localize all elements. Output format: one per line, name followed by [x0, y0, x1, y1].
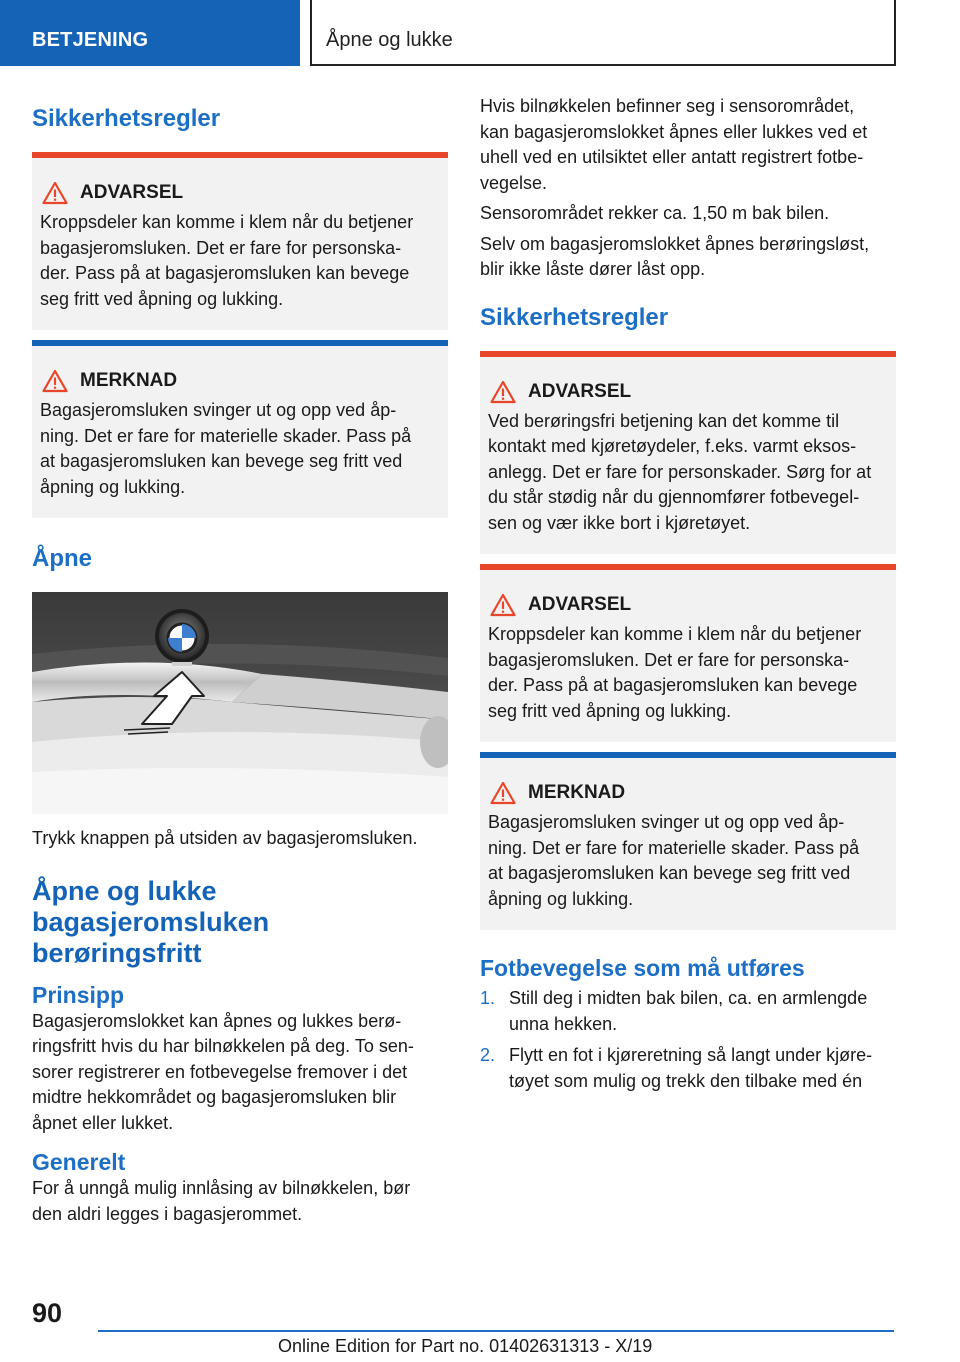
- principle-text: [32, 1009, 448, 1137]
- left-column: [32, 94, 448, 1227]
- warning-triangle-icon: [42, 369, 68, 393]
- text-line: Bagasjeromsluken svinger ut og opp ved åp-: [40, 400, 397, 420]
- text-line: tøyet som mulig og trekk den tilbake med én: [509, 1070, 863, 1091]
- right-notice-box: [480, 752, 896, 930]
- text-line: åpning og lukking.: [40, 476, 186, 497]
- text-line: Kroppsdeler kan komme i klem når du betjener: [488, 624, 862, 644]
- text-line: seg fritt ved åpning og lukking.: [40, 288, 284, 309]
- text-line: åpnet eller lukket.: [32, 1112, 174, 1133]
- intro-text: [480, 94, 896, 196]
- text-line: kan bagasjeromslokket åpnes eller lukkes ved et: [480, 121, 868, 142]
- right-warning-box-2: [480, 564, 896, 742]
- text-line: blir ikke låste dører låst opp.: [480, 259, 706, 279]
- text-line: unna hekken.: [509, 1013, 618, 1034]
- text-line: ning. Det er fare for materielle skader. Pass på: [40, 425, 412, 446]
- warning-title: ADVARSEL: [80, 182, 184, 203]
- page-header: [0, 0, 960, 66]
- notice-text: [40, 398, 438, 500]
- text-line: anlegg. Det er fare for personskader. Sørg for at: [488, 461, 872, 482]
- warning-text: [488, 409, 886, 537]
- range-text: Sensorområdet rekker ca. 1,50 m bak bilen.: [480, 203, 830, 223]
- left-warning-box: [32, 152, 448, 330]
- text-line: sorer registrerer en fotbevegelse fremover i det: [32, 1061, 408, 1082]
- text-line: Bagasjeromsluken svinger ut og opp ved åp-: [488, 812, 845, 832]
- step-number: 2.: [480, 1045, 496, 1065]
- left-safety-heading: Sikkerhetsregler: [32, 105, 221, 132]
- foot-movement-heading: Fotbevegelse som må utføres: [480, 955, 805, 981]
- warning-title: ADVARSEL: [528, 380, 632, 402]
- text-line: Flytt en fot i kjøreretning så langt under kjøre-: [509, 1045, 873, 1065]
- text-line: der. Pass på at bagasjeromsluken kan bevege: [40, 263, 410, 283]
- warning-text: [40, 210, 438, 312]
- text-line: vegelse.: [480, 172, 548, 193]
- text-line: der. Pass på at bagasjeromsluken kan bevege: [488, 675, 858, 695]
- warning-title: ADVARSEL: [528, 594, 632, 615]
- text-line: bagasjeromsluken. Det er fare for personska-: [40, 237, 402, 258]
- text-line: ringsfritt hvis du har bilnøkkelen på deg. To sen-: [32, 1036, 414, 1056]
- text-line: Bagasjeromslokket kan åpnes og lukkes berø-: [32, 1010, 402, 1031]
- text-line: ning. Det er fare for materielle skader. Pass på: [488, 837, 860, 858]
- text-line: seg fritt ved åpning og lukking.: [488, 700, 732, 721]
- step-text: [509, 986, 867, 1037]
- text-line: sen og vær ikke bort i kjøretøyet.: [488, 512, 751, 533]
- footer-divider: [98, 1330, 894, 1332]
- general-heading: Generelt: [32, 1149, 126, 1175]
- text-line: Kroppsdeler kan komme i klem når du betjener: [40, 212, 414, 232]
- warning-triangle-icon: [42, 181, 68, 205]
- chapter-title: Åpne og lukke: [326, 29, 453, 51]
- general-text: [32, 1176, 448, 1227]
- text-line: at bagasjeromsluken kan bevege seg fritt ved: [40, 451, 403, 471]
- text-line: Ved berøringsfri betjening kan det komme til: [488, 410, 840, 431]
- text-line: Selv om bagasjeromslokket åpnes berøringsløst,: [480, 233, 870, 254]
- header-title-box: [310, 0, 896, 66]
- step-text: [509, 1043, 872, 1094]
- warning-text: [488, 622, 886, 724]
- text-line: Hvis bilnøkkelen befinner seg i sensorområdet,: [480, 96, 855, 116]
- edition-text: Online Edition for Part no. 01402631313 - X/19: [278, 1336, 653, 1356]
- steps-list: [480, 986, 896, 1094]
- text-line: midtre hekkområdet og bagasjeromsluken blir: [32, 1087, 397, 1107]
- list-item: [480, 986, 896, 1037]
- photo-caption: Trykk knappen på utsiden av bagasjeromsluken.: [32, 828, 418, 848]
- text-line: du står stødig når du gjennomfører fotbevegel-: [488, 487, 860, 507]
- warning-triangle-icon: [490, 781, 516, 805]
- principle-heading: Prinsipp: [32, 981, 125, 1008]
- warning-triangle-icon: [490, 593, 516, 617]
- main-heading: [32, 876, 448, 969]
- heading-line: berøringsfritt: [32, 937, 202, 968]
- section-tab: BETJENING: [0, 0, 300, 66]
- right-warning-box-1: [480, 351, 896, 555]
- trunk-button-photo: [32, 592, 448, 814]
- notice-title: MERKNAD: [528, 782, 626, 803]
- right-safety-heading: Sikkerhetsregler: [480, 303, 669, 331]
- heading-line: Åpne og lukke bagasjeromsluken: [32, 875, 270, 937]
- text-line: bagasjeromsluken. Det er fare for personska-: [488, 649, 850, 670]
- text-line: at bagasjeromsluken kan bevege seg fritt ved: [488, 863, 851, 883]
- text-line: uhell ved en utilsiktet eller antatt registrert fotbe-: [480, 147, 864, 167]
- step-number: 1.: [480, 988, 496, 1008]
- right-column: [480, 94, 896, 1094]
- list-item: [480, 1043, 896, 1094]
- notice-title: MERKNAD: [80, 370, 178, 391]
- notice-text: [488, 810, 886, 912]
- page-number: 90: [32, 1298, 63, 1328]
- text-line: kontakt med kjøretøydeler, f.eks. varmt eksos-: [488, 436, 857, 456]
- text-line: For å unngå mulig innlåsing av bilnøkkelen, bør: [32, 1178, 411, 1198]
- left-notice-box: [32, 340, 448, 518]
- text-line: den aldri legges i bagasjerommet.: [32, 1203, 303, 1224]
- unlock-text: [480, 232, 896, 283]
- warning-triangle-icon: [490, 380, 516, 404]
- open-heading: Åpne: [32, 545, 92, 572]
- text-line: åpning og lukking.: [488, 888, 634, 909]
- text-line: Still deg i midten bak bilen, ca. en armlengde: [509, 988, 868, 1008]
